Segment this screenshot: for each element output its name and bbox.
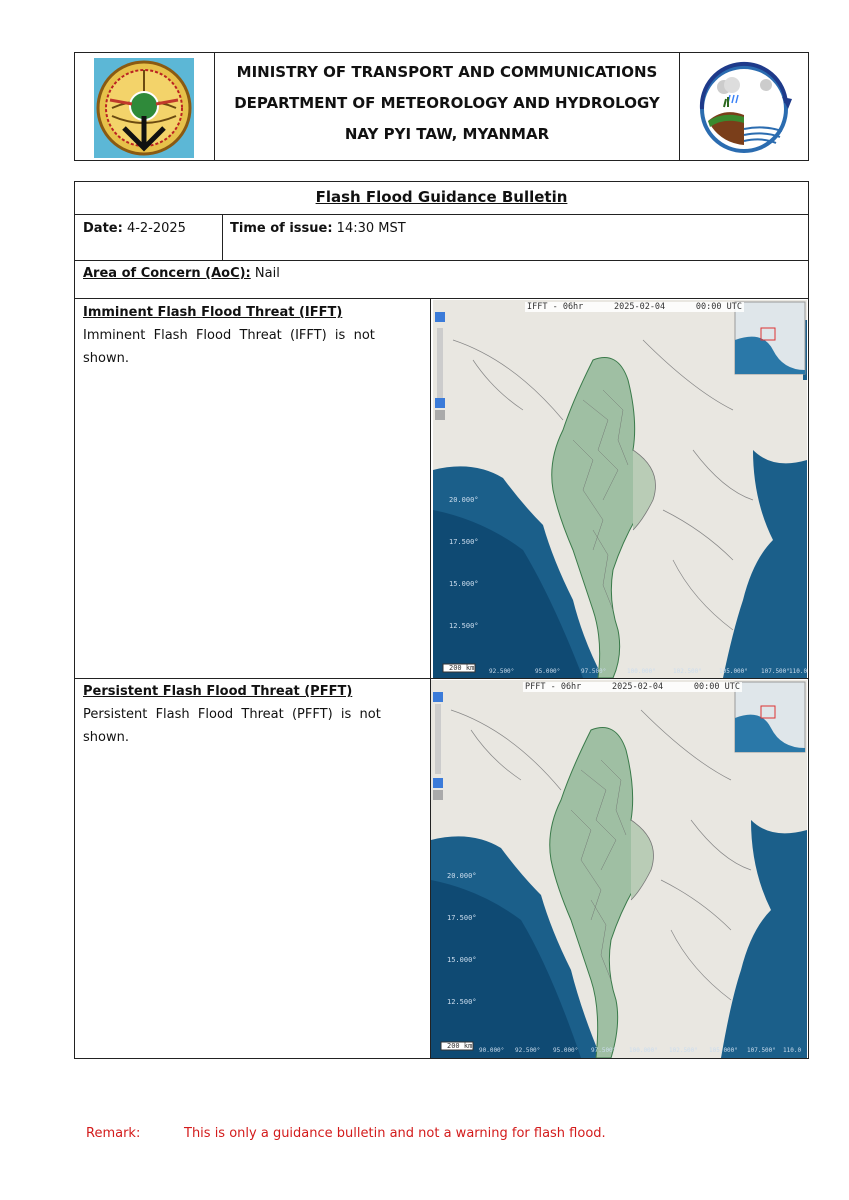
ifft-column-divider xyxy=(430,299,431,679)
header-title-block xyxy=(215,57,679,150)
row-divider-3 xyxy=(75,298,808,299)
bulletin-table xyxy=(74,181,809,1059)
ifft-lon-label: 110.0 xyxy=(789,668,807,675)
pfft-lon-label: 90.000° xyxy=(479,1047,505,1054)
ifft-map-scale: 200 km xyxy=(449,664,475,672)
bulletin-title-text: Flash Flood Guidance Bulletin xyxy=(315,188,568,206)
pfft-lon-label: 97.500° xyxy=(591,1047,617,1054)
pfft-lat-label: 17.500° xyxy=(447,914,477,922)
dmh-water-cycle-logo xyxy=(694,59,798,155)
date-label: Date: xyxy=(83,221,123,236)
remark-label: Remark: xyxy=(86,1126,141,1141)
pfft-lon-label: 110.0 xyxy=(783,1047,802,1054)
row-divider-2 xyxy=(75,260,808,261)
ifft-lon-label: 95.000° xyxy=(535,668,561,675)
pfft-text-cell xyxy=(83,684,421,745)
pfft-lon-label: 107.500° xyxy=(747,1047,776,1054)
header-divider-right xyxy=(679,53,680,160)
ifft-lat-label: 12.500° xyxy=(449,622,479,630)
pfft-heading: Persistent Flash Flood Threat (PFFT) xyxy=(83,684,353,699)
ifft-lon-label: 97.500° xyxy=(581,668,607,675)
time-value: 14:30 MST xyxy=(336,221,406,236)
date-value: 4-2-2025 xyxy=(126,221,186,236)
pfft-lon-label: 92.500° xyxy=(515,1047,541,1054)
row-divider-1 xyxy=(75,214,808,215)
pfft-map-scale: 200 km xyxy=(447,1042,473,1050)
bulletin-title xyxy=(75,182,808,213)
header-line-department: DEPARTMENT OF METEOROLOGY AND HYDROLOGY xyxy=(234,94,660,112)
pfft-lat-label: 15.000° xyxy=(447,956,477,964)
ifft-lon-label: 102.500° xyxy=(673,668,702,675)
ifft-lat-label: 17.500° xyxy=(449,538,479,546)
ifft-lat-label: 15.000° xyxy=(449,580,479,588)
pfft-description-line1: Persistent Flash Flood Threat (PFFT) is not xyxy=(83,707,381,722)
header-line-location: NAY PYI TAW, MYANMAR xyxy=(344,125,550,143)
ifft-lon-label: 105.000° xyxy=(719,668,748,675)
aoc-cell xyxy=(83,266,280,281)
pfft-lon-label: 102.500° xyxy=(669,1047,698,1054)
time-label: Time of issue: xyxy=(230,221,333,236)
time-cell xyxy=(230,221,406,236)
date-cell xyxy=(83,221,186,236)
ministry-emblem-logo xyxy=(92,56,196,160)
pfft-lat-label: 20.000° xyxy=(447,872,477,880)
pfft-lon-label: 105.000° xyxy=(709,1047,738,1054)
ifft-text-cell xyxy=(83,305,421,366)
ifft-lon-label: 107.500° xyxy=(761,668,790,675)
ifft-description-line1: Imminent Flash Flood Threat (IFFT) is not xyxy=(83,328,375,343)
pfft-map[interactable] xyxy=(431,680,807,1058)
pfft-map-label: PFFT - 06hr 2025-02-04 00:00 UTC xyxy=(525,682,740,692)
pfft-description-line2: shown. xyxy=(83,730,129,745)
pfft-lat-label: 12.500° xyxy=(447,998,477,1006)
header-line-ministry: MINISTRY OF TRANSPORT AND COMMUNICATIONS xyxy=(236,63,658,81)
ifft-lon-label: 100.000° xyxy=(627,668,656,675)
pfft-lon-label: 100.000° xyxy=(629,1047,658,1054)
aoc-value: Nail xyxy=(254,266,280,281)
ifft-heading: Imminent Flash Flood Threat (IFFT) xyxy=(83,305,343,320)
ifft-description-line2: shown. xyxy=(83,351,129,366)
date-time-divider xyxy=(222,215,223,260)
aoc-label: Area of Concern (AoC): xyxy=(83,266,251,281)
ifft-map[interactable] xyxy=(433,300,807,678)
ifft-lon-label: 92.500° xyxy=(489,668,515,675)
pfft-lon-label: 95.000° xyxy=(553,1047,579,1054)
remark-text: This is only a guidance bulletin and not a warning for flash flood. xyxy=(184,1126,606,1141)
ifft-lat-label: 20.000° xyxy=(449,496,479,504)
header-table xyxy=(74,52,809,161)
row-divider-4 xyxy=(75,678,808,679)
ifft-map-label: IFFT - 06hr 2025-02-04 00:00 UTC xyxy=(527,302,742,312)
